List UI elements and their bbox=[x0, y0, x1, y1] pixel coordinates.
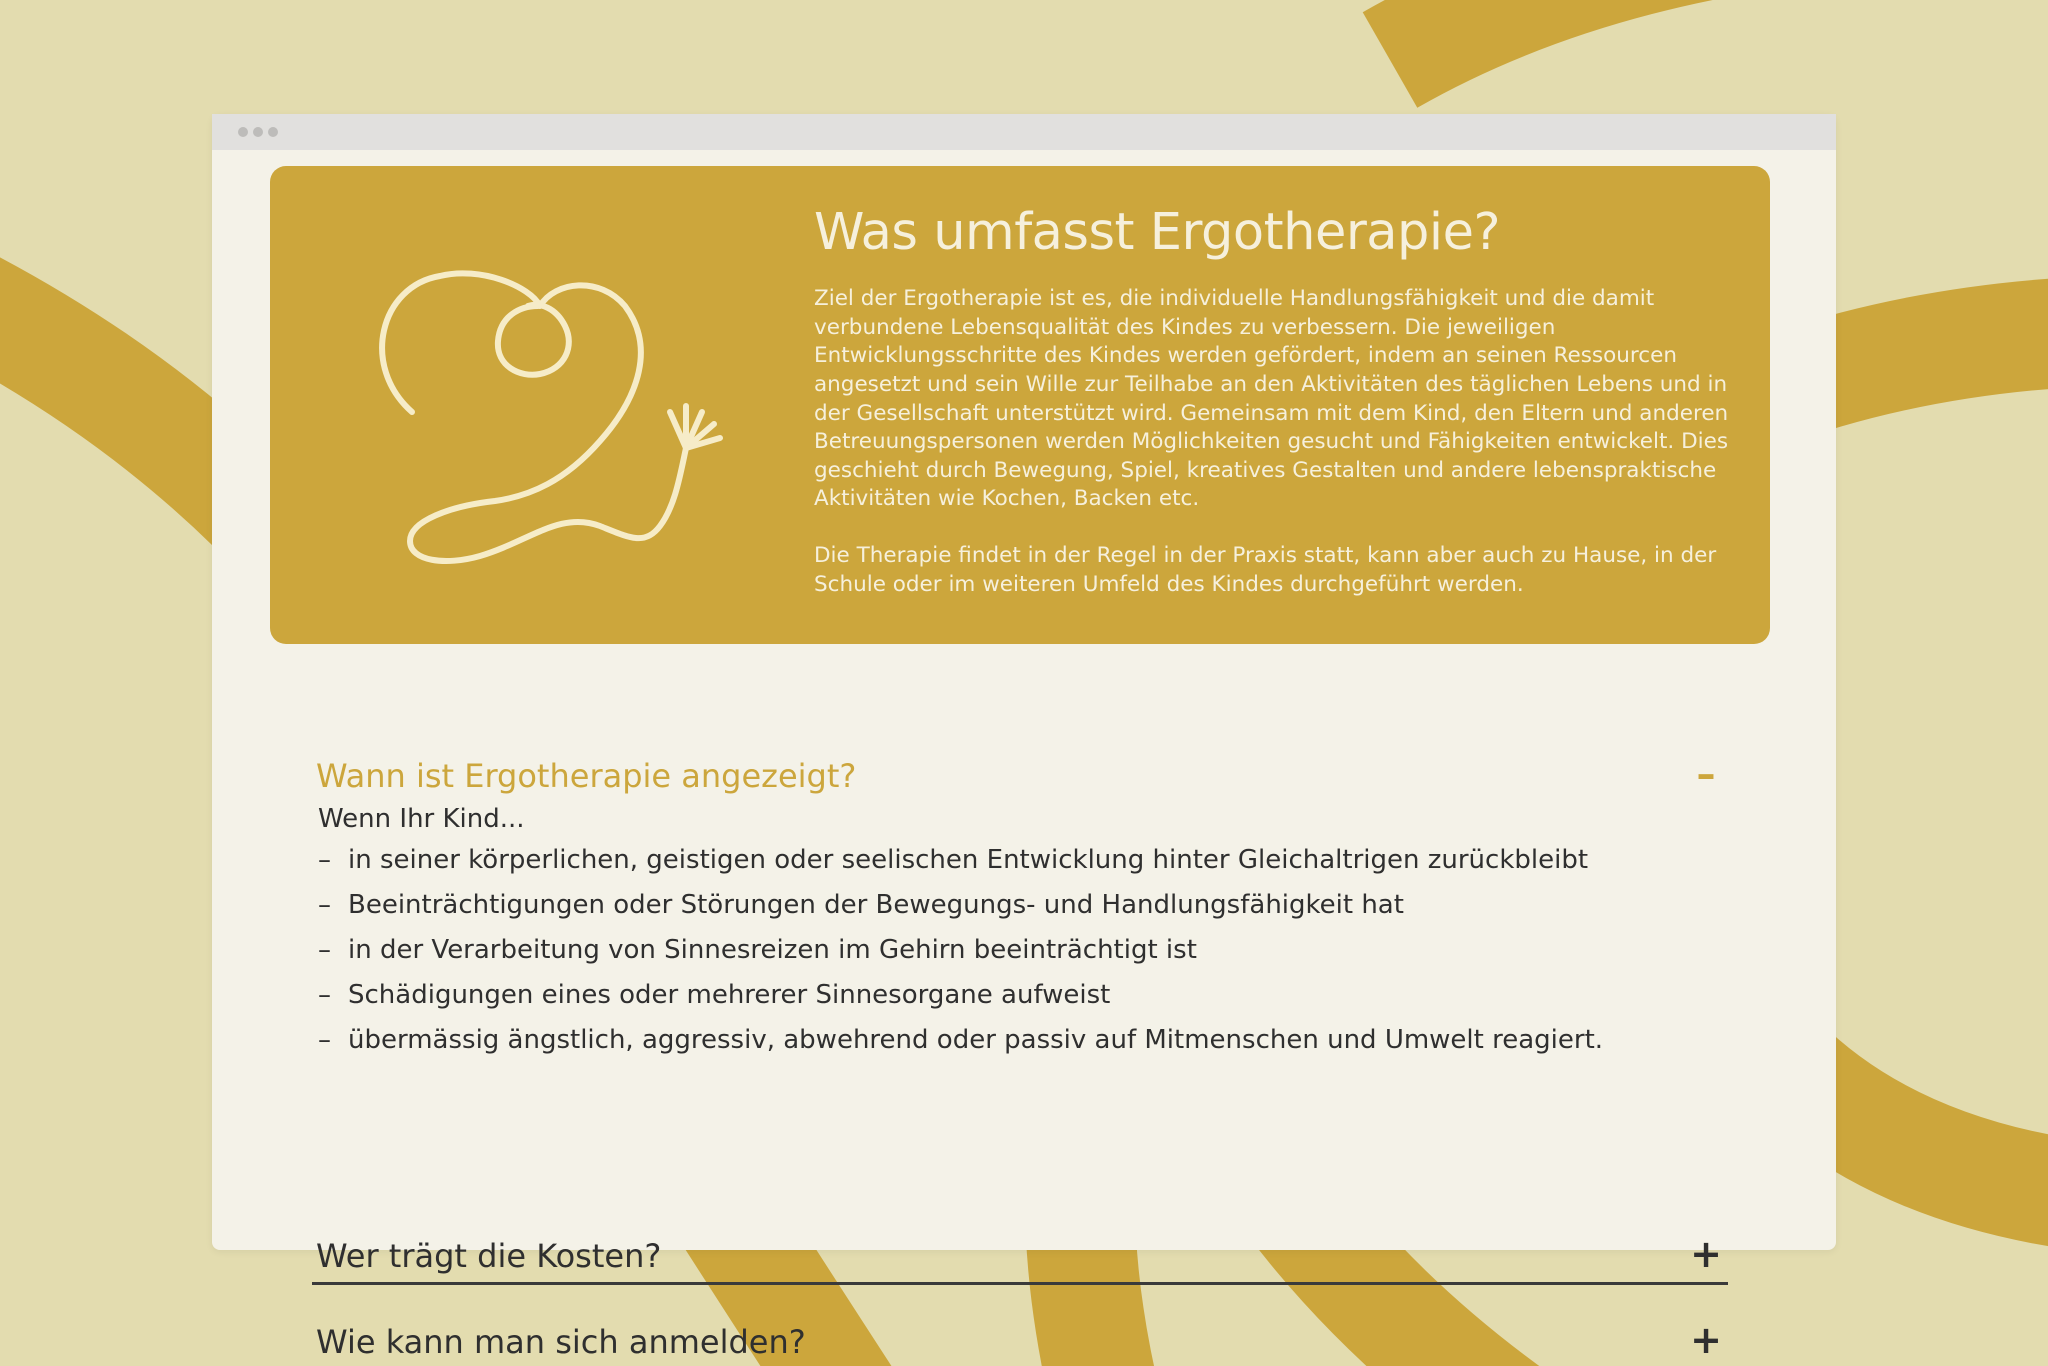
faq-item bbox=[312, 1320, 1728, 1364]
list-item bbox=[318, 973, 1728, 1018]
faq-intro: Wenn Ihr Kind... bbox=[318, 804, 525, 834]
window-titlebar bbox=[212, 114, 1836, 150]
dash-icon: – bbox=[318, 935, 331, 965]
expand-icon[interactable]: + bbox=[1690, 1232, 1722, 1276]
dash-icon: – bbox=[318, 980, 331, 1010]
faq-divider bbox=[312, 1282, 1728, 1285]
window-dot-icon[interactable] bbox=[268, 127, 278, 137]
faq-accordion bbox=[312, 752, 1728, 1362]
hero-text bbox=[814, 202, 1734, 627]
list-item-text: Beeinträchtigungen oder Störungen der Bewegungs- und Handlungsfähigkeit hat bbox=[348, 890, 1404, 920]
faq-question[interactable]: Wer trägt die Kosten? bbox=[316, 1237, 662, 1275]
faq-item bbox=[312, 754, 1728, 1063]
expand-icon[interactable]: + bbox=[1690, 1318, 1722, 1362]
hero-card bbox=[270, 166, 1770, 644]
list-item-text: in seiner körperlichen, geistigen oder seelischen Entwicklung hinter Gleichaltrigen zurückbleibt bbox=[348, 845, 1589, 875]
faq-answer bbox=[312, 802, 1728, 1063]
faq-question[interactable]: Wann ist Ergotherapie angezeigt? bbox=[316, 757, 857, 795]
dash-icon: – bbox=[318, 890, 331, 920]
faq-list bbox=[318, 838, 1728, 1063]
window-dot-icon[interactable] bbox=[238, 127, 248, 137]
list-item-text: übermässig ängstlich, aggressiv, abwehrend oder passiv auf Mitmenschen und Umwelt reagiert. bbox=[348, 1025, 1604, 1055]
window-controls bbox=[238, 127, 278, 137]
collapse-icon[interactable]: – bbox=[1696, 752, 1716, 796]
dash-icon: – bbox=[318, 1025, 331, 1055]
hero-paragraph: Ziel der Ergotherapie ist es, die individuelle Handlungsfähigkeit und die damit verbundene Lebensqualität des Kindes zu verbessern. Die jeweiligen Entwicklungsschritte des Kindes werden gefördert, indem an seinen Ressourcen angesetzt und sein Wille zur Teilhabe an den Aktivitäten des täglichen Lebens und in der Gesellschaft unterstützt wird. Gemeinsam mit dem Kind, den Eltern und anderen Betreuungspersonen werden Möglichkeiten gesucht und Fähigkeiten entwickelt. Dies geschieht durch Bewegung, Spiel, kreatives Gestalten und andere lebenspraktische Aktivitäten wie Kochen, Backen etc. bbox=[814, 286, 1729, 512]
list-item bbox=[318, 928, 1728, 973]
heart-line-hand-icon bbox=[370, 226, 730, 586]
list-item-text: Schädigungen eines oder mehrerer Sinnesorgane aufweist bbox=[348, 980, 1111, 1010]
hero-paragraph: Die Therapie findet in der Regel in der Praxis statt, kann aber auch zu Hause, in der Schule oder im weiteren Umfeld des Kindes durchgeführt werden. bbox=[814, 542, 1717, 597]
list-item bbox=[318, 1018, 1728, 1063]
faq-header[interactable] bbox=[312, 1234, 1728, 1278]
window-dot-icon[interactable] bbox=[253, 127, 263, 137]
list-item bbox=[318, 838, 1728, 883]
list-item-text: in der Verarbeitung von Sinnesreizen im Gehirn beeinträchtigt ist bbox=[348, 935, 1197, 965]
list-item bbox=[318, 883, 1728, 928]
faq-header[interactable] bbox=[312, 1320, 1728, 1364]
page-title: Was umfasst Ergotherapie? bbox=[814, 203, 1501, 262]
dash-icon: – bbox=[318, 845, 331, 875]
faq-item bbox=[312, 1234, 1728, 1278]
faq-header[interactable] bbox=[312, 754, 1728, 798]
faq-question[interactable]: Wie kann man sich anmelden? bbox=[316, 1323, 806, 1361]
browser-window bbox=[212, 114, 1836, 1362]
